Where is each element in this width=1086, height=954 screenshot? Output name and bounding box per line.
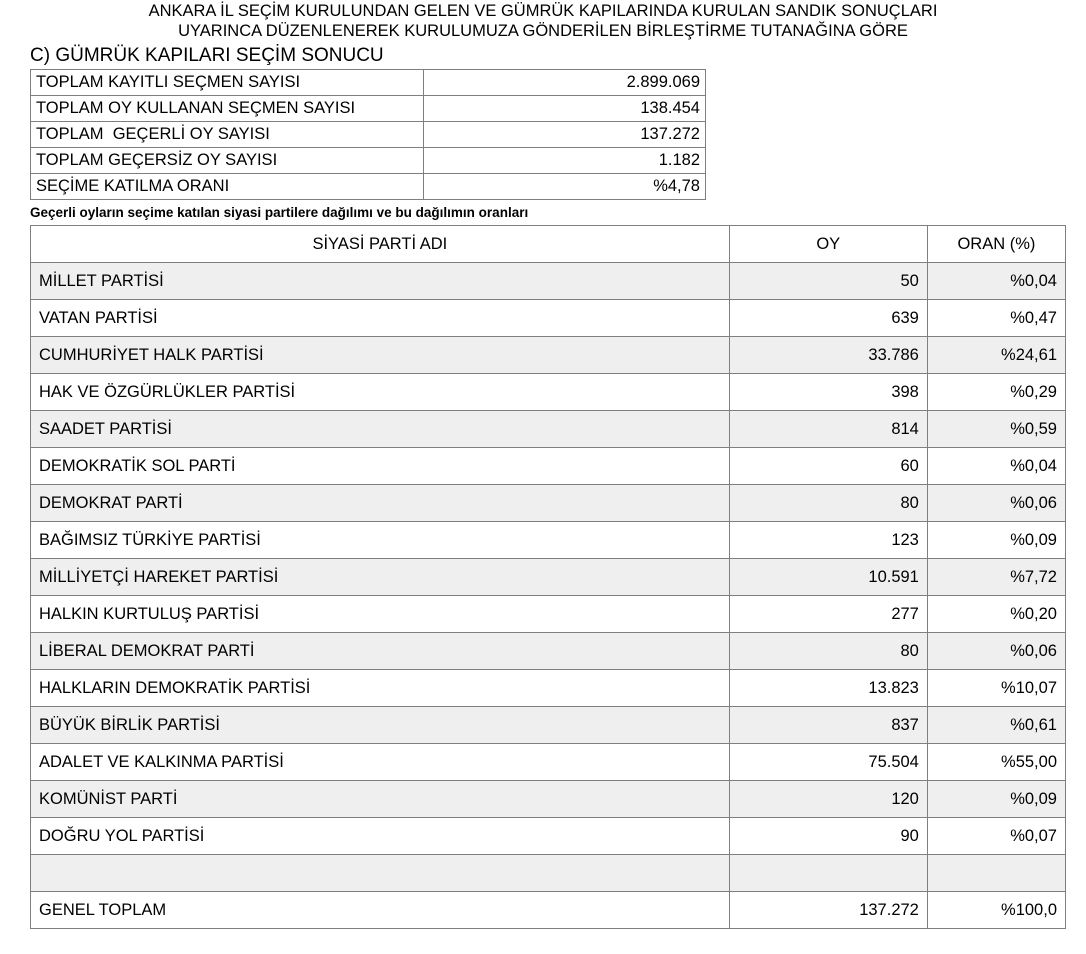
cell-rate: %0,04 xyxy=(927,448,1065,485)
cell-votes: 639 xyxy=(729,300,927,337)
cell-party-name: LİBERAL DEMOKRAT PARTİ xyxy=(31,633,730,670)
cell-party-name: VATAN PARTİSİ xyxy=(31,300,730,337)
summary-row-label: TOPLAM KAYITLI SEÇMEN SAYISI xyxy=(31,70,424,96)
table-row xyxy=(31,263,1066,300)
table-row xyxy=(31,337,1066,374)
cell-rate: %0,61 xyxy=(927,707,1065,744)
table-row xyxy=(31,707,1066,744)
summary-row xyxy=(31,174,706,200)
summary-table-container xyxy=(30,69,705,200)
table-row-spacer xyxy=(31,855,1066,892)
cell-votes: 60 xyxy=(729,448,927,485)
summary-row xyxy=(31,96,706,122)
cell-party-name xyxy=(31,855,730,892)
summary-row-value: 2.899.069 xyxy=(424,70,706,96)
summary-row-value: %4,78 xyxy=(424,174,706,200)
cell-party-name: DOĞRU YOL PARTİSİ xyxy=(31,818,730,855)
cell-rate: %0,20 xyxy=(927,596,1065,633)
parties-table-container xyxy=(30,225,1066,929)
cell-rate: %7,72 xyxy=(927,559,1065,596)
table-row xyxy=(31,559,1066,596)
summary-row-label: TOPLAM OY KULLANAN SEÇMEN SAYISI xyxy=(31,96,424,122)
summary-row-label: TOPLAM GEÇERSİZ OY SAYISI xyxy=(31,148,424,174)
table-row xyxy=(31,781,1066,818)
cell-rate: %0,59 xyxy=(927,411,1065,448)
table-row xyxy=(31,633,1066,670)
cell-party-name: MİLLET PARTİSİ xyxy=(31,263,730,300)
sub-caption: Geçerli oyların seçime katılan siyasi partilere dağılımı ve bu dağılımın oranları xyxy=(30,205,529,220)
cell-party-name: HAK VE ÖZGÜRLÜKLER PARTİSİ xyxy=(31,374,730,411)
cell-votes: 50 xyxy=(729,263,927,300)
header-line-2: UYARINCA DÜZENLENEREK KURULUMUZA GÖNDERİLEN BİRLEŞTİRME TUTANAĞINA GÖRE xyxy=(178,22,908,40)
cell-rate: %0,04 xyxy=(927,263,1065,300)
cell-votes: 33.786 xyxy=(729,337,927,374)
cell-votes: 837 xyxy=(729,707,927,744)
table-row xyxy=(31,892,1066,929)
cell-party-name: KOMÜNİST PARTİ xyxy=(31,781,730,818)
cell-rate xyxy=(927,855,1065,892)
table-row xyxy=(31,411,1066,448)
cell-rate: %0,06 xyxy=(927,485,1065,522)
cell-party-name: MİLLİYETÇİ HAREKET PARTİSİ xyxy=(31,559,730,596)
cell-party-name: CUMHURİYET HALK PARTİSİ xyxy=(31,337,730,374)
cell-party-name: BÜYÜK BİRLİK PARTİSİ xyxy=(31,707,730,744)
cell-rate: %10,07 xyxy=(927,670,1065,707)
table-row xyxy=(31,522,1066,559)
parties-table-head xyxy=(31,226,1066,263)
summary-row xyxy=(31,70,706,96)
cell-votes: 123 xyxy=(729,522,927,559)
cell-votes: 814 xyxy=(729,411,927,448)
summary-row xyxy=(31,122,706,148)
table-header-row xyxy=(31,226,1066,263)
table-row xyxy=(31,374,1066,411)
cell-rate: %0,29 xyxy=(927,374,1065,411)
column-header-party-name: SİYASİ PARTİ ADI xyxy=(31,226,730,263)
summary-row xyxy=(31,148,706,174)
table-row xyxy=(31,744,1066,781)
table-row xyxy=(31,596,1066,633)
cell-votes: 277 xyxy=(729,596,927,633)
cell-rate: %0,09 xyxy=(927,522,1065,559)
parties-table xyxy=(30,225,1066,929)
column-header-rate: ORAN (%) xyxy=(927,226,1065,263)
cell-rate: %0,47 xyxy=(927,300,1065,337)
summary-row-value: 1.182 xyxy=(424,148,706,174)
parties-table-body xyxy=(31,263,1066,929)
table-row xyxy=(31,485,1066,522)
summary-row-label: SEÇİME KATILMA ORANI xyxy=(31,174,424,200)
cell-votes: 10.591 xyxy=(729,559,927,596)
cell-votes: 80 xyxy=(729,633,927,670)
cell-rate: %0,07 xyxy=(927,818,1065,855)
header-line-1: ANKARA İL SEÇİM KURULUNDAN GELEN VE GÜMRÜK KAPILARINDA KURULAN SANDIK SONUÇLARI xyxy=(148,2,938,20)
cell-party-name: GENEL TOPLAM xyxy=(31,892,730,929)
table-row xyxy=(31,818,1066,855)
cell-rate: %0,06 xyxy=(927,633,1065,670)
cell-votes: 80 xyxy=(729,485,927,522)
cell-votes: 13.823 xyxy=(729,670,927,707)
cell-party-name: HALKIN KURTULUŞ PARTİSİ xyxy=(31,596,730,633)
summary-row-value: 138.454 xyxy=(424,96,706,122)
summary-table-body xyxy=(31,70,706,200)
table-row xyxy=(31,448,1066,485)
cell-party-name: SAADET PARTİSİ xyxy=(31,411,730,448)
summary-row-label: TOPLAM GEÇERLİ OY SAYISI xyxy=(31,122,424,148)
cell-party-name: HALKLARIN DEMOKRATİK PARTİSİ xyxy=(31,670,730,707)
cell-rate: %24,61 xyxy=(927,337,1065,374)
cell-votes: 398 xyxy=(729,374,927,411)
document-header xyxy=(0,0,1086,41)
cell-votes: 90 xyxy=(729,818,927,855)
cell-votes xyxy=(729,855,927,892)
table-row xyxy=(31,300,1066,337)
cell-party-name: DEMOKRAT PARTİ xyxy=(31,485,730,522)
summary-row-value: 137.272 xyxy=(424,122,706,148)
column-header-votes: OY xyxy=(729,226,927,263)
section-title: C) GÜMRÜK KAPILARI SEÇİM SONUCU xyxy=(30,45,384,66)
cell-party-name: BAĞIMSIZ TÜRKİYE PARTİSİ xyxy=(31,522,730,559)
cell-rate: %55,00 xyxy=(927,744,1065,781)
table-row xyxy=(31,670,1066,707)
cell-votes: 137.272 xyxy=(729,892,927,929)
cell-party-name: DEMOKRATİK SOL PARTİ xyxy=(31,448,730,485)
cell-rate: %100,0 xyxy=(927,892,1065,929)
cell-party-name: ADALET VE KALKINMA PARTİSİ xyxy=(31,744,730,781)
summary-table xyxy=(30,69,706,200)
cell-rate: %0,09 xyxy=(927,781,1065,818)
cell-votes: 120 xyxy=(729,781,927,818)
cell-votes: 75.504 xyxy=(729,744,927,781)
